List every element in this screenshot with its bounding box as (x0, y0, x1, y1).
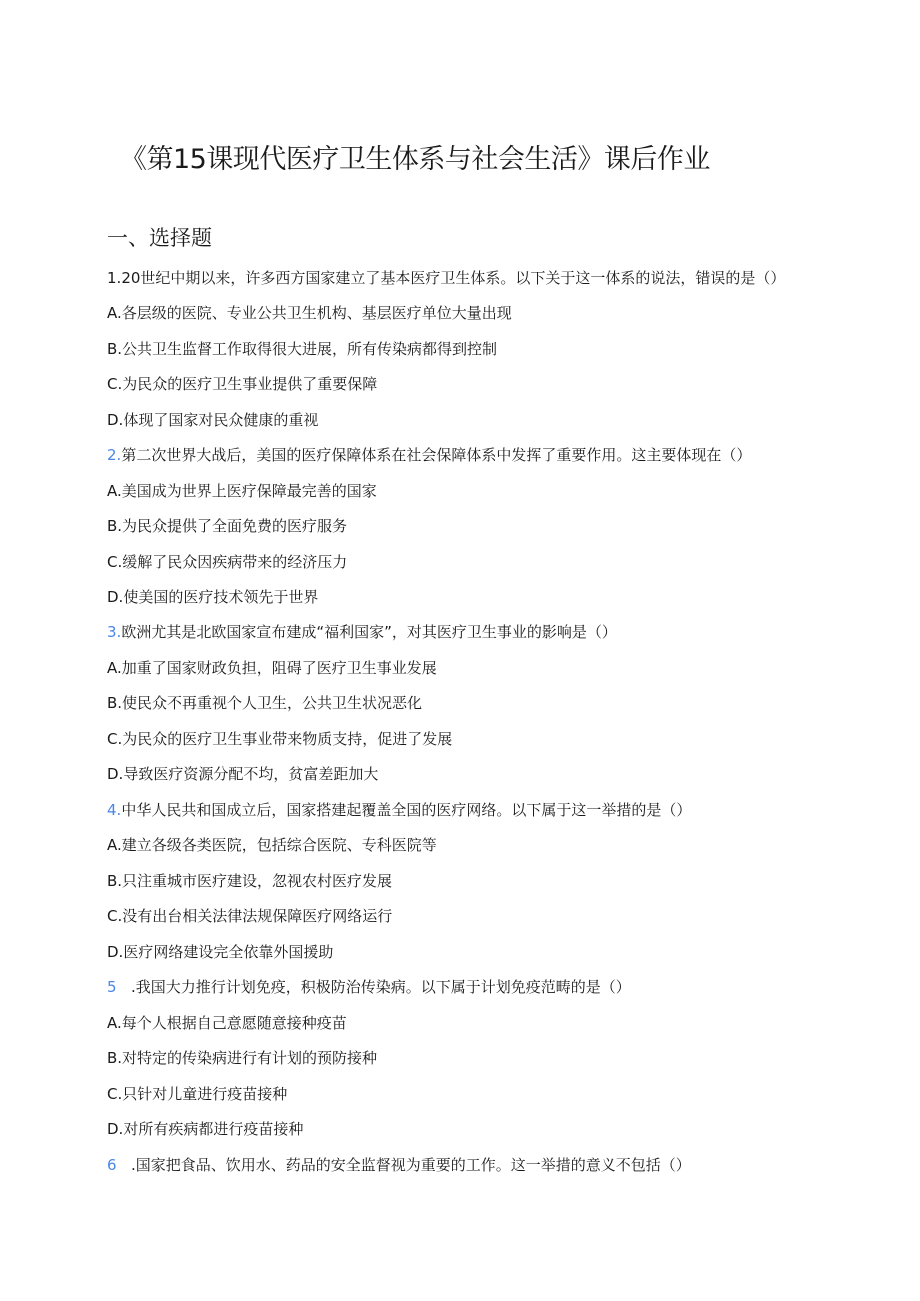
question-3-option-c: C.为民众的医疗卫生事业带来物质支持，促进了发展 (107, 730, 453, 748)
question-text: 第二次世界大战后，美国的医疗保障体系在社会保障体系中发挥了重要作用。这主要体现在（） (121, 446, 752, 464)
question-text: 欧洲尤其是北欧国家宣布建成“福利国家”，对其医疗卫生事业的影响是（） (121, 623, 617, 641)
question-text: 20世纪中期以来，许多西方国家建立了基本医疗卫生体系。以下关于这一体系的说法，错误的是（） (121, 269, 786, 287)
question-4-option-d: D.医疗网络建设完全依靠外国援助 (107, 943, 334, 961)
question-4-option-b: B.只注重城市医疗建设，忽视农村医疗发展 (107, 872, 393, 890)
question-1-option-b: B.公共卫生监督工作取得很大进展，所有传染病都得到控制 (107, 340, 498, 358)
question-text: .我国大力推行计划免疫，积极防治传染病。以下属于计划免疫范畴的是（） (131, 978, 631, 996)
question-4-option-c: C.没有出台相关法律法规保障医疗网络运行 (107, 907, 393, 925)
question-1-option-d: D.体现了国家对民众健康的重视 (107, 411, 319, 429)
question-6-stem (107, 1154, 691, 1176)
question-1-option-a: A.各层级的医院、专业公共卫生机构、基层医疗单位大量出现 (107, 304, 512, 322)
question-5-option-d: D.对所有疾病都进行疫苗接种 (107, 1120, 304, 1138)
question-3-option-d: D.导致医疗资源分配不均，贫富差距加大 (107, 765, 379, 783)
question-2-option-a: A.美国成为世界上医疗保障最完善的国家 (107, 482, 377, 500)
section-title: 一、选择题 (107, 226, 212, 250)
question-4-option-a: A.建立各级各类医院，包括综合医院、专科医院等 (107, 836, 437, 854)
question-number: 1. (107, 269, 122, 287)
question-5-option-b: B.对特定的传染病进行有计划的预防接种 (107, 1049, 378, 1067)
page-title: 《第15课现代医疗卫生体系与社会生活》课后作业 (120, 144, 710, 175)
question-text: 中华人民共和国成立后，国家搭建起覆盖全国的医疗网络。以下属于这一举措的是（） (121, 801, 692, 819)
question-5-stem (107, 976, 631, 998)
question-2-option-d: D.使美国的医疗技术领先于世界 (107, 588, 319, 606)
question-3-option-b: B.使民众不再重视个人卫生，公共卫生状况恶化 (107, 694, 423, 712)
question-number: 5 (107, 978, 117, 996)
question-text: .国家把食品、饮用水、药品的安全监督视为重要的工作。这一举措的意义不包括（） (131, 1156, 691, 1174)
question-4-stem (107, 799, 691, 821)
question-2-option-c: C.缓解了民众因疾病带来的经济压力 (107, 553, 348, 571)
question-2-stem (107, 444, 751, 466)
question-3-stem (107, 621, 617, 643)
question-2-option-b: B.为民众提供了全面免费的医疗服务 (107, 517, 348, 535)
question-number: 4. (107, 801, 122, 819)
question-number: 6 (107, 1156, 117, 1174)
question-number: 3. (107, 623, 122, 641)
question-5-option-c: C.只针对儿童进行疫苗接种 (107, 1085, 288, 1103)
question-number: 2. (107, 446, 122, 464)
question-5-option-a: A.每个人根据自己意愿随意接种疫苗 (107, 1014, 347, 1032)
question-1-option-c: C.为民众的医疗卫生事业提供了重要保障 (107, 375, 378, 393)
question-3-option-a: A.加重了国家财政负担，阻碍了医疗卫生事业发展 (107, 659, 437, 677)
question-1-stem (107, 267, 785, 289)
